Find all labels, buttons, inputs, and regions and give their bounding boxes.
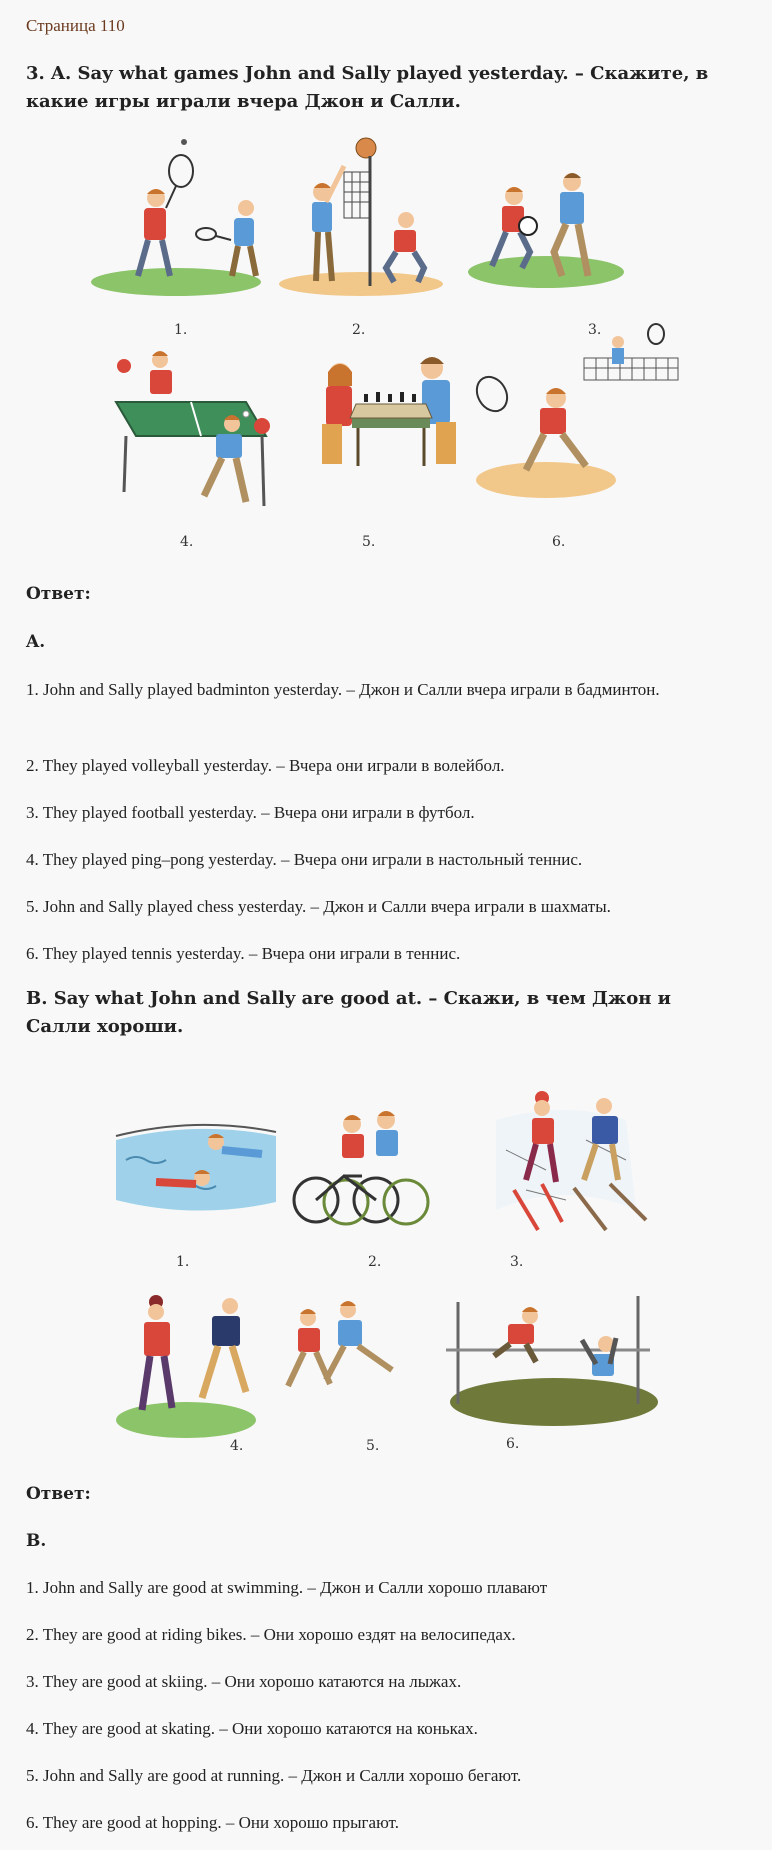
answer-b-2: 2. They are good at riding bikes. – Они хорошо ездят на велосипедах.	[26, 1625, 516, 1644]
answer-b-4: 4. They are good at skating. – Они хорошо катаются на коньках.	[26, 1719, 478, 1738]
figure-b-1-number: 1.	[176, 1254, 190, 1270]
badminton-illustration	[91, 139, 261, 296]
volleyball-illustration	[279, 138, 443, 296]
part-label-b: B.	[26, 1531, 47, 1551]
skating-illustration	[116, 1295, 256, 1438]
games-illustrations	[26, 136, 746, 556]
answer-a-2: 2. They played volleyball yesterday. – Вчера они играли в волейбол.	[26, 756, 505, 775]
figure-a-3-number: 3.	[588, 322, 602, 338]
hopping-illustration	[446, 1296, 658, 1426]
answer-a-4: 4. They played ping–pong yesterday. – Вчера они играли в настольный теннис.	[26, 850, 583, 869]
figure-a-2-number: 2.	[352, 322, 366, 338]
answer-a-3: 3. They played football yesterday. – Вчера они играли в футбол.	[26, 803, 475, 822]
running-illustration	[288, 1301, 392, 1386]
answer-a-1: 1. John and Sally played badminton yesterday. – Джон и Салли вчера играли в бадминтон.	[26, 680, 660, 699]
figure-b-3-number: 3.	[510, 1254, 524, 1270]
figure-b-4-number: 4.	[230, 1438, 244, 1454]
figure-a-1-number: 1.	[174, 322, 188, 338]
chess-illustration	[322, 357, 456, 466]
swimming-illustration	[116, 1125, 276, 1211]
answer-b-1: 1. John and Sally are good at swimming. – Джон и Салли хорошо плавают	[26, 1578, 548, 1597]
answer-label-a: Ответ:	[26, 584, 91, 604]
figure-b-2-number: 2.	[368, 1254, 382, 1270]
football-illustration	[468, 173, 624, 288]
ping-pong-illustration	[116, 351, 270, 506]
part-label-a: A.	[26, 632, 46, 652]
answer-b-5: 5. John and Sally are good at running. – Джон и Салли хорошо бегают.	[26, 1766, 522, 1785]
figure-a-5-number: 5.	[362, 534, 376, 550]
figure-b-6-number: 6.	[506, 1436, 520, 1452]
answer-a-5: 5. John and Sally played chess yesterday. – Джон и Салли вчера играли в шахматы.	[26, 897, 611, 916]
tennis-illustration	[471, 324, 678, 498]
page-label: Страница 110	[26, 16, 125, 35]
figure-a-4-number: 4.	[180, 534, 194, 550]
answer-b-6: 6. They are good at hopping. – Они хорошо прыгают.	[26, 1813, 399, 1832]
bikes-illustration	[294, 1111, 428, 1224]
section-a-heading: 3. A. Say what games John and Sally played yesterday. – Скажите, в какие игры играли вчера Джон и Салли.	[26, 63, 709, 112]
skills-illustrations	[26, 1080, 746, 1460]
answer-b-3: 3. They are good at skiing. – Они хорошо катаются на лыжах.	[26, 1672, 462, 1691]
skiing-illustration	[496, 1091, 646, 1230]
figure-b-5-number: 5.	[366, 1438, 380, 1454]
section-b-heading: B. Say what John and Sally are good at. – Скажи, в чем Джон и Салли хороши.	[26, 988, 672, 1037]
answer-label-b: Ответ:	[26, 1484, 91, 1504]
figure-a-6-number: 6.	[552, 534, 566, 550]
answer-a-6: 6. They played tennis yesterday. – Вчера они играли в теннис.	[26, 944, 461, 963]
